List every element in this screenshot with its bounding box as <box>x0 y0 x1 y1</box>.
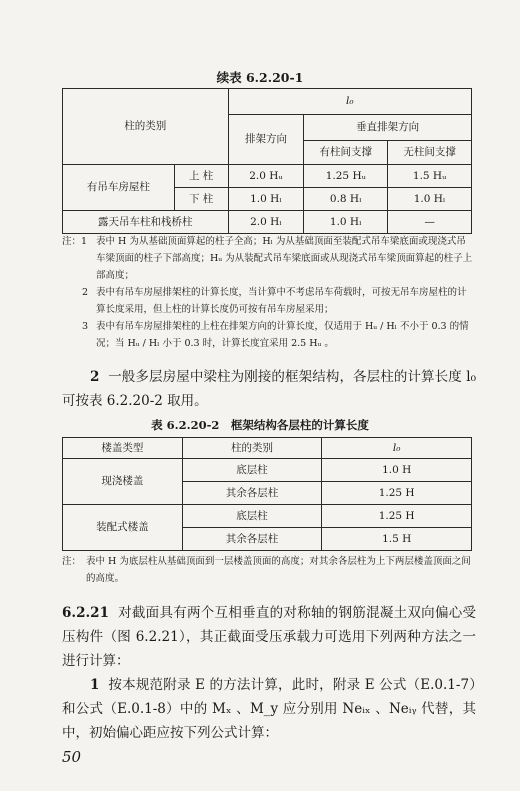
item-text: 按本规范附录 E 的方法计算，此时，附录 E 公式（E.0.1-7）和公式（E.0.1-8）中的 Mₓ 、M_y 应分别用 Neᵢₓ 、Neᵢᵧ 代替，其中，初始偏心距应按下列公式计算： <box>62 677 476 741</box>
note-2: 表中有吊车房屋排架柱的计算长度，当计算中不考虑吊车荷载时，可按无吊车房屋柱的计算长度采用，但上柱的计算长度仍可按有吊车房屋采用； <box>96 287 467 315</box>
table1-header-without-brace: 无柱间支撑 <box>388 141 472 165</box>
note-number: 3 <box>82 321 89 332</box>
table1-header-l0: l₀ <box>228 89 471 115</box>
section-number: 6.2.21 <box>62 605 109 621</box>
item-1 <box>62 673 476 745</box>
table1-cell: 1.5 Hᵤ <box>388 165 472 188</box>
table1-upper-label: 上 柱 <box>174 165 228 188</box>
note-label: 注： <box>62 556 82 567</box>
table1-cell: 2.0 Hᵤ <box>228 165 304 188</box>
table1-header-category: 柱的类别 <box>63 89 229 165</box>
table1-cell: 2.0 Hₗ <box>228 211 304 234</box>
table2-cell: 1.5 H <box>322 528 472 551</box>
table2-cell: 其余各层柱 <box>182 528 322 551</box>
table2-cell: 其余各层柱 <box>182 482 322 505</box>
table1-crane-group-label: 有吊车房屋柱 <box>63 165 175 211</box>
note-number: 2 <box>82 287 89 298</box>
table1 <box>62 88 472 234</box>
section-text: 对截面具有两个互相垂直的对称轴的钢筋混凝土双向偏心受压构件（图 6.2.21），其正截面受压承载力可选用下列两种方法之一进行计算： <box>62 605 476 669</box>
paragraph-number: 2 <box>90 369 100 385</box>
table2-header-floor: 楼盖类型 <box>63 438 183 459</box>
table1-header-with-brace: 有柱间支撑 <box>304 141 388 165</box>
table2-cell: 1.25 H <box>322 505 472 528</box>
table2-header-l0: l₀ <box>322 438 472 459</box>
table2-cell: 底层柱 <box>182 459 322 482</box>
note-1: 表中 H 为从基础顶面算起的柱子全高；Hₗ 为从基础顶面至装配式吊车梁底面或现浇式吊车梁顶面的柱子下部高度；Hᵤ 为从装配式吊车梁底面或从现浇式吊车梁顶面算起的柱子上部高度； <box>96 236 473 281</box>
table2-cell: 1.0 H <box>322 459 472 482</box>
table2-prefab-label: 装配式楼盖 <box>63 505 183 551</box>
section-6-2-21 <box>62 601 476 673</box>
table1-cell: — <box>388 211 472 234</box>
paragraph-2 <box>62 365 476 413</box>
table1-cell: 1.0 Hₗ <box>388 188 472 211</box>
table2-caption: 表 6.2.20-2 框架结构各层柱的计算长度 <box>151 418 369 432</box>
table1-cell: 1.25 Hᵤ <box>304 165 388 188</box>
table1-header-perpendicular-direction: 垂直排架方向 <box>304 115 472 141</box>
notes-label: 注：1 <box>62 236 88 247</box>
table2-cast-label: 现浇楼盖 <box>63 459 183 505</box>
note-3: 表中有吊车房屋排架柱的上柱在排架方向的计算长度，仅适用于 Hᵤ / Hₗ 不小于 0.3 的情况；当 Hᵤ / Hₗ 小于 0.3 时，计算长度宜采用 2.5 Hᵤ 。 <box>96 321 469 349</box>
page-number: 50 <box>62 748 82 766</box>
table1-cell: 1.0 Hₗ <box>228 188 304 211</box>
table2-note-text: 表中 H 为底层柱从基础顶面到一层楼盖顶面的高度；对其余各层柱为上下两层楼盖顶面之间的高度。 <box>86 556 471 584</box>
table1-cell: 1.0 Hₗ <box>304 211 388 234</box>
item-number: 1 <box>90 677 100 693</box>
table2-cell: 底层柱 <box>182 505 322 528</box>
table1-header-frame-direction: 排架方向 <box>228 115 304 165</box>
table2-cell: 1.25 H <box>322 482 472 505</box>
table1-caption: 续表 6.2.20-1 <box>216 70 304 85</box>
table1-cell: 0.8 Hₗ <box>304 188 388 211</box>
table1-open-label: 露天吊车柱和栈桥柱 <box>63 211 229 234</box>
table2 <box>62 437 472 551</box>
paragraph-text: 一般多层房屋中梁柱为刚接的框架结构，各层柱的计算长度 l₀ 可按表 6.2.20-2 取用。 <box>62 369 476 409</box>
table1-lower-label: 下 柱 <box>174 188 228 211</box>
table1-notes <box>62 233 474 352</box>
table2-note <box>62 553 474 587</box>
table2-header-column: 柱的类别 <box>182 438 322 459</box>
